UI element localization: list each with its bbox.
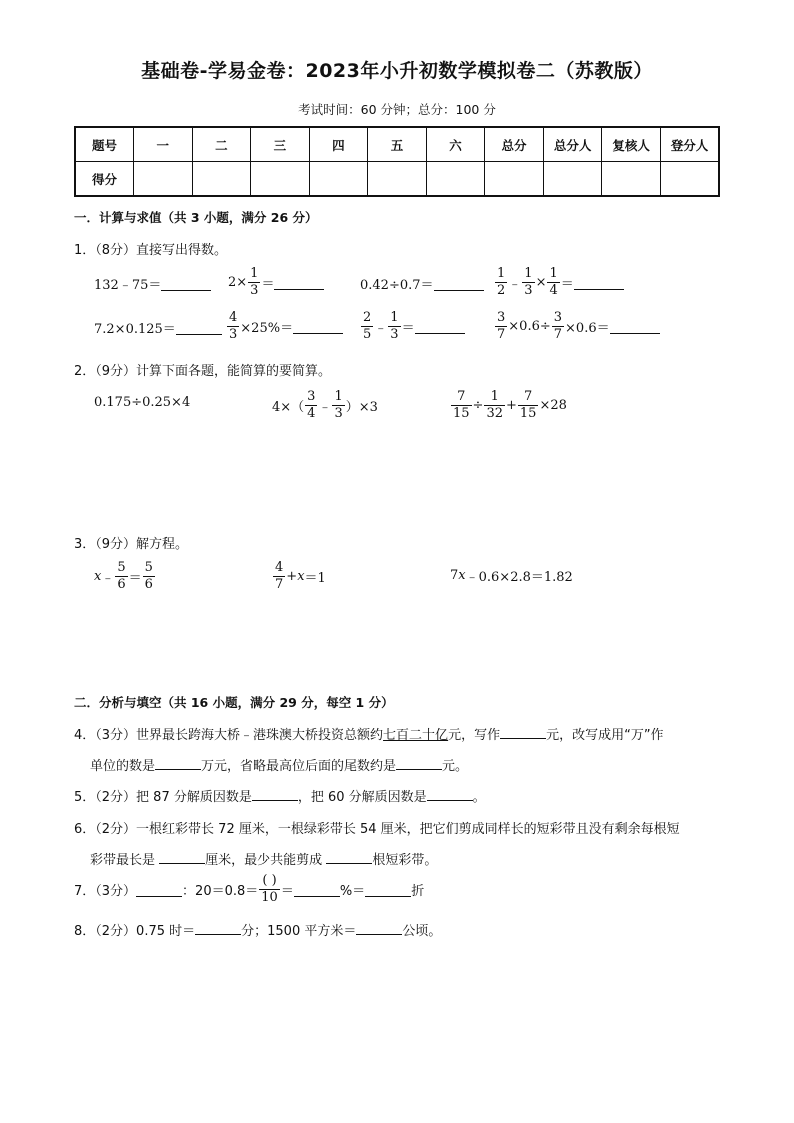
q2-e2-post: ）×3 — [345, 400, 378, 415]
exam-info: 考试时间：60 分钟；总分：100 分 — [298, 102, 496, 117]
question-6-line-1: 6．（2分）一根红彩带长 72 厘米，一根绿彩带长 54 厘米，把它们剪成同样长的短彩带且没有剩余每根短 — [74, 822, 680, 837]
q4-text: 元。 — [442, 759, 469, 774]
q3-expr-2 — [272, 560, 326, 593]
operator: + — [286, 569, 298, 584]
fraction — [332, 389, 344, 422]
section-heading-2: 二．分析与填空（共 16 小题，满分 29 分，每空 1 分） — [74, 695, 394, 710]
question-4-line-2 — [90, 755, 468, 774]
q3-e3-post: ﹣0.6×2.8＝1.82 — [465, 570, 573, 585]
q8-text: 8．（2分）0.75 时＝ — [74, 924, 196, 939]
numerator: 1 — [334, 389, 343, 404]
numerator: 4 — [229, 310, 238, 325]
q7-text: %＝ — [339, 884, 366, 899]
numerator: 5 — [117, 560, 126, 575]
question-3-label: 3．（9分）解方程。 — [74, 537, 189, 552]
score-header-cell: 五 — [368, 127, 427, 162]
q1-e8-post: ×0.6＝ — [565, 321, 610, 336]
q1-expr-5 — [94, 318, 222, 337]
denominator: 15 — [519, 406, 537, 421]
answer-blank[interactable] — [293, 319, 343, 334]
denominator: 4 — [549, 283, 558, 298]
denominator: 3 — [390, 327, 399, 342]
q1-e3-text: 0.42÷0.7＝ — [360, 278, 434, 293]
q1-e2-post: ＝ — [261, 277, 275, 292]
q1-e7-post: ＝ — [401, 321, 415, 336]
question-2-label: 2．（9分）计算下面各题，能简算的要简算。 — [74, 364, 332, 379]
answer-blank[interactable] — [294, 882, 340, 897]
operator: ﹣ — [101, 571, 115, 586]
denominator: 3 — [250, 283, 259, 298]
q8-text: 分；1500 平方米＝ — [241, 924, 357, 939]
score-cell[interactable] — [251, 162, 310, 197]
fraction — [227, 310, 239, 343]
denominator: 6 — [117, 577, 126, 592]
fraction — [518, 389, 539, 422]
fraction — [259, 873, 280, 906]
denominator: 5 — [363, 327, 372, 342]
score-cell[interactable] — [543, 162, 602, 197]
fraction — [248, 266, 260, 299]
numerator: 1 — [250, 266, 259, 281]
answer-blank[interactable] — [195, 920, 241, 935]
score-cell[interactable] — [426, 162, 485, 197]
denominator: 3 — [334, 406, 343, 421]
variable-x: x — [94, 569, 102, 584]
fraction — [388, 310, 400, 343]
numerator: 1 — [549, 266, 558, 281]
q6-text: 根短彩带。 — [372, 853, 438, 868]
q1-e6-post: ×25%＝ — [240, 321, 294, 336]
denominator: 15 — [453, 406, 470, 421]
score-header-cell: 题号 — [75, 127, 134, 162]
operator: + — [506, 398, 517, 413]
q4-underlined-number: 七百二十亿 — [383, 728, 449, 743]
q1-e5-text: 7.2×0.125＝ — [94, 322, 176, 337]
denominator: 4 — [307, 406, 316, 421]
q1-e1-text: 132﹣75＝ — [94, 278, 162, 293]
section-heading-1: 一．计算与求值（共 3 小题，满分 26 分） — [74, 210, 318, 225]
answer-blank[interactable] — [427, 786, 473, 801]
numerator: 5 — [144, 560, 153, 575]
fraction — [522, 266, 534, 299]
score-cell[interactable] — [192, 162, 251, 197]
score-header-cell: 四 — [309, 127, 368, 162]
fraction — [361, 310, 373, 343]
answer-blank[interactable] — [326, 849, 372, 864]
equals: ＝ — [128, 571, 142, 586]
score-header-cell: 一 — [134, 127, 193, 162]
q5-text: 5．（2分）把 87 分解质因数是 — [74, 790, 252, 805]
answer-blank[interactable] — [136, 882, 182, 897]
operator: × — [535, 275, 547, 290]
answer-blank[interactable] — [155, 755, 201, 770]
answer-blank[interactable] — [274, 275, 324, 290]
score-table-header-row — [75, 127, 719, 162]
q2-expr-3 — [450, 389, 567, 422]
answer-blank[interactable] — [252, 786, 298, 801]
denominator: 10 — [261, 890, 278, 905]
question-8 — [74, 920, 441, 939]
fraction — [484, 389, 505, 422]
question-4-line-1 — [74, 724, 664, 743]
q6-text: 彩带最长是 — [90, 853, 156, 868]
score-header-cell: 三 — [251, 127, 310, 162]
numerator: 2 — [363, 310, 372, 325]
q4-text: 万元，省略最高位后面的尾数约是 — [201, 759, 397, 774]
q4-text: 4．（3分）世界最长跨海大桥﹣港珠澳大桥投资总额约 — [74, 728, 384, 743]
numerator: 3 — [307, 389, 316, 404]
question-7 — [74, 873, 424, 906]
denominator: 2 — [497, 283, 506, 298]
answer-blank[interactable] — [176, 320, 222, 335]
answer-blank[interactable] — [356, 920, 402, 935]
score-header-cell: 总分 — [485, 127, 544, 162]
q2-e3-post: ×28 — [539, 398, 567, 413]
fraction — [115, 560, 127, 593]
numerator: 4 — [275, 560, 284, 575]
numerator: 3 — [553, 310, 563, 325]
answer-blank[interactable] — [396, 755, 442, 770]
q2-e2-pre: 4×（ — [272, 400, 305, 415]
q1-e4-post: ＝ — [560, 277, 574, 292]
numerator: 7 — [518, 389, 539, 406]
operator: ﹣ — [508, 277, 522, 292]
score-cell[interactable] — [660, 162, 719, 197]
score-header-cell: 总分人 — [543, 127, 602, 162]
fraction — [143, 560, 155, 593]
fraction — [547, 266, 559, 299]
fraction — [451, 389, 472, 422]
q3-expr-1 — [94, 560, 156, 593]
q8-text: 公顷。 — [402, 924, 442, 939]
answer-blank[interactable] — [500, 724, 546, 739]
score-cell[interactable] — [485, 162, 544, 197]
q1-expr-6 — [226, 310, 343, 343]
q7-text: 7．（3分） — [74, 884, 137, 899]
fraction — [552, 310, 564, 343]
denominator: 3 — [229, 327, 238, 342]
variable-x: x — [297, 569, 305, 584]
q7-text: ＝ — [280, 884, 294, 899]
score-header-cell: 二 — [192, 127, 251, 162]
answer-blank[interactable] — [574, 275, 624, 290]
answer-blank[interactable] — [610, 319, 660, 334]
denominator: 3 — [524, 283, 533, 298]
denominator: 7 — [553, 327, 563, 342]
numerator-blank[interactable]: ( ) — [259, 873, 280, 890]
score-header-cell: 六 — [426, 127, 485, 162]
variable-x: x — [458, 568, 466, 583]
q4-text: 元，写作 — [448, 728, 501, 743]
q2-e1-text: 0.175÷0.25×4 — [94, 395, 191, 410]
score-row-label: 得分 — [75, 162, 134, 197]
score-header-cell: 复核人 — [602, 127, 661, 162]
answer-blank[interactable] — [365, 882, 411, 897]
fraction — [495, 266, 507, 299]
q5-text: ，把 60 分解质因数是 — [297, 790, 427, 805]
page-title: 基础卷-学易金卷：2023年小升初数学模拟卷二（苏教版） — [141, 60, 653, 82]
question-1-label: 1．（8分）直接写出得数。 — [74, 243, 228, 258]
q7-text: 折 — [411, 884, 425, 899]
q7-text: ：20＝0.8＝ — [182, 884, 259, 899]
denominator: 32 — [486, 406, 503, 421]
fraction — [305, 389, 317, 422]
q5-text: 。 — [472, 790, 486, 805]
answer-blank[interactable] — [415, 319, 465, 334]
operator: ÷ — [472, 398, 484, 413]
question-5 — [74, 786, 486, 805]
q2-expr-1 — [94, 395, 190, 410]
numerator: 1 — [484, 389, 505, 406]
q1-expr-7 — [360, 310, 465, 343]
score-header-cell: 登分人 — [660, 127, 719, 162]
q6-text: 厘米，最少共能剪成 — [205, 853, 323, 868]
denominator: 7 — [275, 577, 284, 592]
q3-e2-post: ＝1 — [304, 571, 326, 586]
q1-expr-2 — [228, 266, 324, 299]
numerator: 1 — [497, 266, 506, 281]
numerator: 1 — [390, 310, 399, 325]
fraction — [273, 560, 285, 593]
score-cell[interactable] — [602, 162, 661, 197]
score-table-score-row — [75, 162, 719, 197]
q1-expr-8 — [494, 310, 660, 343]
fraction — [495, 310, 507, 343]
score-table — [74, 126, 720, 197]
score-cell[interactable] — [368, 162, 427, 197]
q3-e3-pre: 7 — [450, 568, 459, 583]
q4-text: 单位的数是 — [90, 759, 156, 774]
numerator: 1 — [524, 266, 533, 281]
q1-expr-4 — [494, 266, 624, 299]
q1-expr-1 — [94, 274, 211, 293]
q1-e8-mid: ×0.6÷ — [508, 319, 551, 334]
answer-blank[interactable] — [434, 276, 484, 291]
answer-blank[interactable] — [161, 276, 211, 291]
q2-expr-2 — [272, 389, 378, 422]
q1-e2-pre: 2× — [228, 275, 248, 290]
operator: ﹣ — [318, 400, 332, 415]
operator: ﹣ — [374, 321, 388, 336]
answer-blank[interactable] — [159, 849, 205, 864]
score-cell[interactable] — [309, 162, 368, 197]
question-6-line-2 — [90, 849, 437, 868]
score-cell[interactable] — [134, 162, 193, 197]
denominator: 6 — [144, 577, 153, 592]
q4-text: 元，改写成用“万”作 — [546, 728, 664, 743]
denominator: 7 — [497, 327, 506, 342]
q1-expr-3 — [360, 274, 484, 293]
numerator: 7 — [451, 389, 472, 406]
q3-expr-3 — [450, 566, 573, 585]
numerator: 3 — [497, 310, 506, 325]
